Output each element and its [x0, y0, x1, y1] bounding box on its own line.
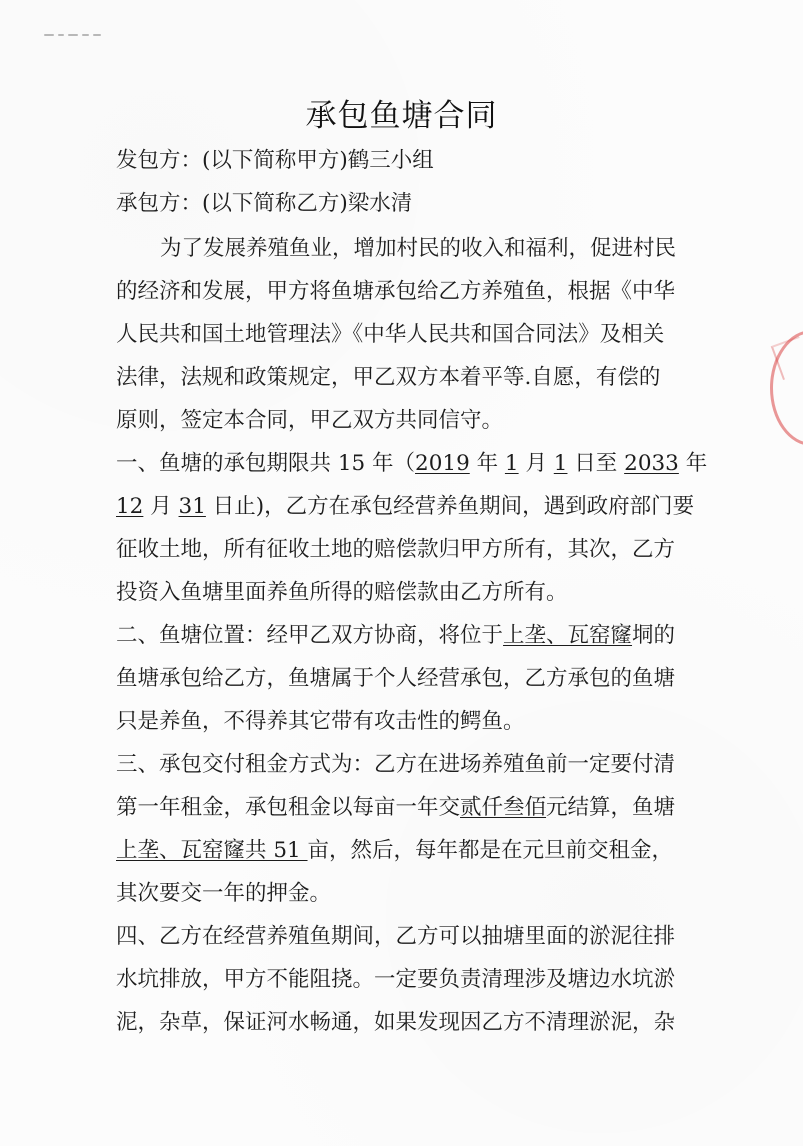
clause-3-text-3: 亩，然后，每年都是在元旦前交租金，	[307, 838, 674, 863]
clause-4-line-3	[116, 1008, 675, 1038]
preamble-text-5: 原则，签定本合同，甲乙双方共同信守。	[116, 408, 504, 433]
start-day-value: 1	[553, 451, 568, 476]
clause-1-line-3	[116, 535, 675, 565]
end-month-value: 12	[116, 494, 144, 519]
clause-4-text-1: 四、乙方在经营养殖鱼期间，乙方可以抽塘里面的淤泥往排	[116, 924, 676, 949]
to-label: 日至	[567, 451, 625, 476]
clause-3-text-1: 三、承包交付租金方式为：乙方在进场养殖鱼前一定要付清	[116, 752, 676, 777]
clause-3-text-4: 其次要交一年的押金。	[116, 881, 332, 906]
clause-3-line-1	[116, 750, 675, 780]
month-label: 月	[518, 451, 554, 476]
clause-1-text-3: 征收土地，所有征收土地的赔偿款归甲方所有，其次，乙方	[116, 537, 676, 562]
rent-amount-value: 贰仟叁佰	[460, 795, 547, 820]
preamble-line-2	[116, 277, 675, 307]
clause-3-line-3	[116, 836, 673, 866]
party-a-line	[116, 146, 434, 176]
party-a-text: 发包方：(以下简称甲方)鹤三小组	[116, 148, 434, 173]
end-year-label: 年	[678, 451, 708, 476]
clause-1-line-4	[116, 578, 568, 608]
preamble-text-3: 人民共和国土地管理法》《中华人民共和国合同法》及相关	[116, 322, 665, 347]
party-b-text: 承包方：(以下简称乙方)梁水清	[116, 191, 413, 216]
clause-2-text-2: 鱼塘承包给乙方，鱼塘属于个人经营承包，乙方承包的鱼塘	[116, 666, 676, 691]
pond-area-value: 上垄、瓦窑窿共 51	[116, 838, 308, 863]
year-label: 年	[469, 451, 505, 476]
preamble-text-2: 的经济和发展，甲方将鱼塘承包给乙方养殖鱼，根据《中华	[116, 279, 676, 304]
clause-2-line-3	[116, 707, 525, 737]
preamble-text-1: 为了发展养殖鱼业，增加村民的收入和福利，促进村民	[160, 236, 677, 261]
preamble-line-4	[116, 363, 660, 393]
end-month-label: 月	[143, 494, 179, 519]
clause-1-line-2	[116, 492, 694, 522]
clause-3-line-2	[116, 793, 675, 823]
clause-2-line-2	[116, 664, 675, 694]
clause-2-text-1b: 垌的	[632, 623, 676, 648]
pond-location-value: 上垄、瓦窑窿	[503, 623, 633, 648]
clause-3-text-2a: 第一年租金，承包租金以每亩一年交	[116, 795, 461, 820]
preamble-line-5	[116, 406, 503, 436]
clause-1-text-2: 日止)，乙方在承包经营养鱼期间，遇到政府部门要	[205, 494, 695, 519]
clause-1-line-1	[116, 449, 707, 479]
end-year-value: 2033	[624, 451, 679, 476]
party-b-line	[116, 189, 412, 219]
document-title: 承包鱼塘合同	[305, 98, 498, 134]
end-day-value: 31	[178, 494, 206, 519]
scan-marks	[44, 34, 104, 42]
start-month-value: 1	[504, 451, 519, 476]
clause-2-line-1	[116, 621, 675, 651]
clause-1-text-1a: 一、鱼塘的承包期限共 15 年（	[116, 451, 416, 476]
preamble-line-1	[160, 234, 676, 264]
start-year-value: 2019	[415, 451, 470, 476]
clause-1-text-4: 投资入鱼塘里面养鱼所得的赔偿款由乙方所有。	[116, 580, 568, 605]
clause-4-text-2: 水坑排放，甲方不能阻挠。一定要负责清理涉及塘边水坑淤	[116, 967, 676, 992]
clause-3-line-4	[116, 879, 331, 909]
preamble-line-3	[116, 320, 664, 350]
clause-4-line-2	[116, 965, 675, 995]
clause-4-line-1	[116, 922, 675, 952]
clause-2-text-1a: 二、鱼塘位置：经甲乙双方协商，将位于	[116, 623, 504, 648]
clause-2-text-3: 只是养鱼，不得养其它带有攻击性的鳄鱼。	[116, 709, 525, 734]
preamble-text-4: 法律，法规和政策规定，甲乙双方本着平等.自愿，有偿的	[116, 365, 661, 390]
clause-4-text-3: 泥，杂草，保证河水畅通，如果发现因乙方不清理淤泥，杂	[116, 1010, 676, 1035]
clause-3-text-2b: 元结算，鱼塘	[546, 795, 676, 820]
